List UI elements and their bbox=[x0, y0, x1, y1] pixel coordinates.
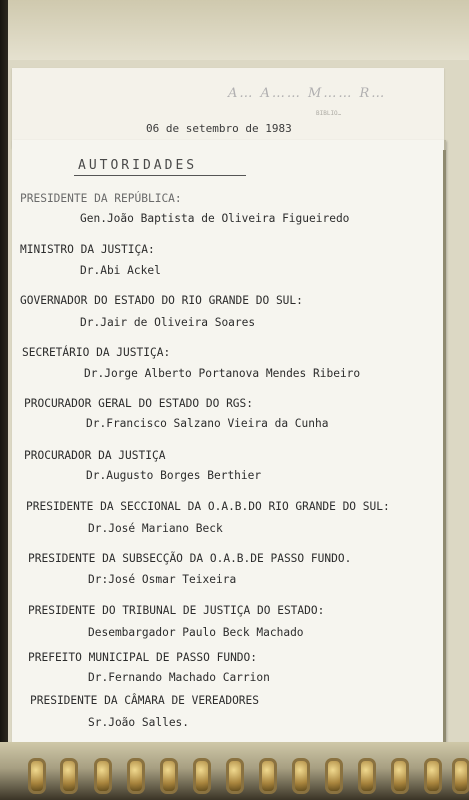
binder-ring bbox=[424, 758, 442, 794]
ring-binder bbox=[0, 742, 469, 800]
pasted-slip bbox=[12, 68, 444, 148]
entry-title: PROCURADOR GERAL DO ESTADO DO RGS: bbox=[24, 397, 254, 410]
entry-title: PRESIDENTE DA REPÚBLICA: bbox=[20, 192, 182, 205]
entry-name: Dr.Fernando Machado Carrion bbox=[88, 671, 270, 684]
entry-name: Dr.José Mariano Beck bbox=[88, 522, 223, 535]
binder-ring bbox=[127, 758, 145, 794]
binder-ring bbox=[160, 758, 178, 794]
entry-name: Sr.João Salles. bbox=[88, 716, 190, 729]
binder-ring bbox=[391, 758, 409, 794]
binder-ring bbox=[325, 758, 343, 794]
binder-ring bbox=[226, 758, 244, 794]
binder-ring bbox=[358, 758, 376, 794]
entry-title: PRESIDENTE DA SUBSECÇÃO DA O.A.B.DE PASSO FUNDO. bbox=[28, 552, 352, 565]
document-heading: AUTORIDADES bbox=[78, 158, 198, 173]
entry-name: Dr.Abi Ackel bbox=[80, 264, 161, 277]
binder-ring bbox=[193, 758, 211, 794]
entry-title: PREFEITO MUNICIPAL DE PASSO FUNDO: bbox=[28, 651, 258, 664]
entry-name: Dr:José Osmar Teixeira bbox=[88, 573, 237, 586]
entry-title: PROCURADOR DA JUSTIÇA bbox=[24, 449, 166, 462]
heading-underline bbox=[74, 175, 246, 176]
binder-ring bbox=[259, 758, 277, 794]
entry-name: Dr.Francisco Salzano Vieira da Cunha bbox=[86, 417, 329, 430]
entry-name: Desembargador Paulo Beck Machado bbox=[88, 626, 304, 639]
entry-name: Gen.João Baptista de Oliveira Figueiredo bbox=[80, 212, 350, 225]
binder-ring bbox=[452, 758, 469, 794]
entry-name: Dr.Jair de Oliveira Soares bbox=[80, 316, 256, 329]
faded-stamp: BIBLIO… bbox=[316, 110, 342, 117]
album-page-top bbox=[8, 0, 469, 60]
binder-ring bbox=[60, 758, 78, 794]
document-edge bbox=[443, 150, 446, 750]
entry-name: Dr.Jorge Alberto Portanova Mendes Ribeiro bbox=[84, 367, 361, 380]
binder-ring bbox=[292, 758, 310, 794]
binder-ring bbox=[28, 758, 46, 794]
entry-title: GOVERNADOR DO ESTADO DO RIO GRANDE DO SUL: bbox=[20, 294, 303, 307]
entry-title: MINISTRO DA JUSTIÇA: bbox=[20, 243, 155, 256]
binder-ring bbox=[94, 758, 112, 794]
entry-title: PRESIDENTE DO TRIBUNAL DE JUSTIÇA DO ESTADO: bbox=[28, 604, 325, 617]
entry-title: SECRETÁRIO DA JUSTIÇA: bbox=[22, 346, 171, 359]
entry-title: PRESIDENTE DA SECCIONAL DA O.A.B.DO RIO GRANDE DO SUL: bbox=[26, 500, 390, 513]
date-line: 06 de setembro de 1983 bbox=[146, 122, 292, 135]
entry-name: Dr.Augusto Borges Berthier bbox=[86, 469, 262, 482]
handwritten-note: A… A…… M…… R… bbox=[228, 86, 387, 101]
entry-title: PRESIDENTE DA CÂMARA DE VEREADORES bbox=[30, 694, 260, 707]
